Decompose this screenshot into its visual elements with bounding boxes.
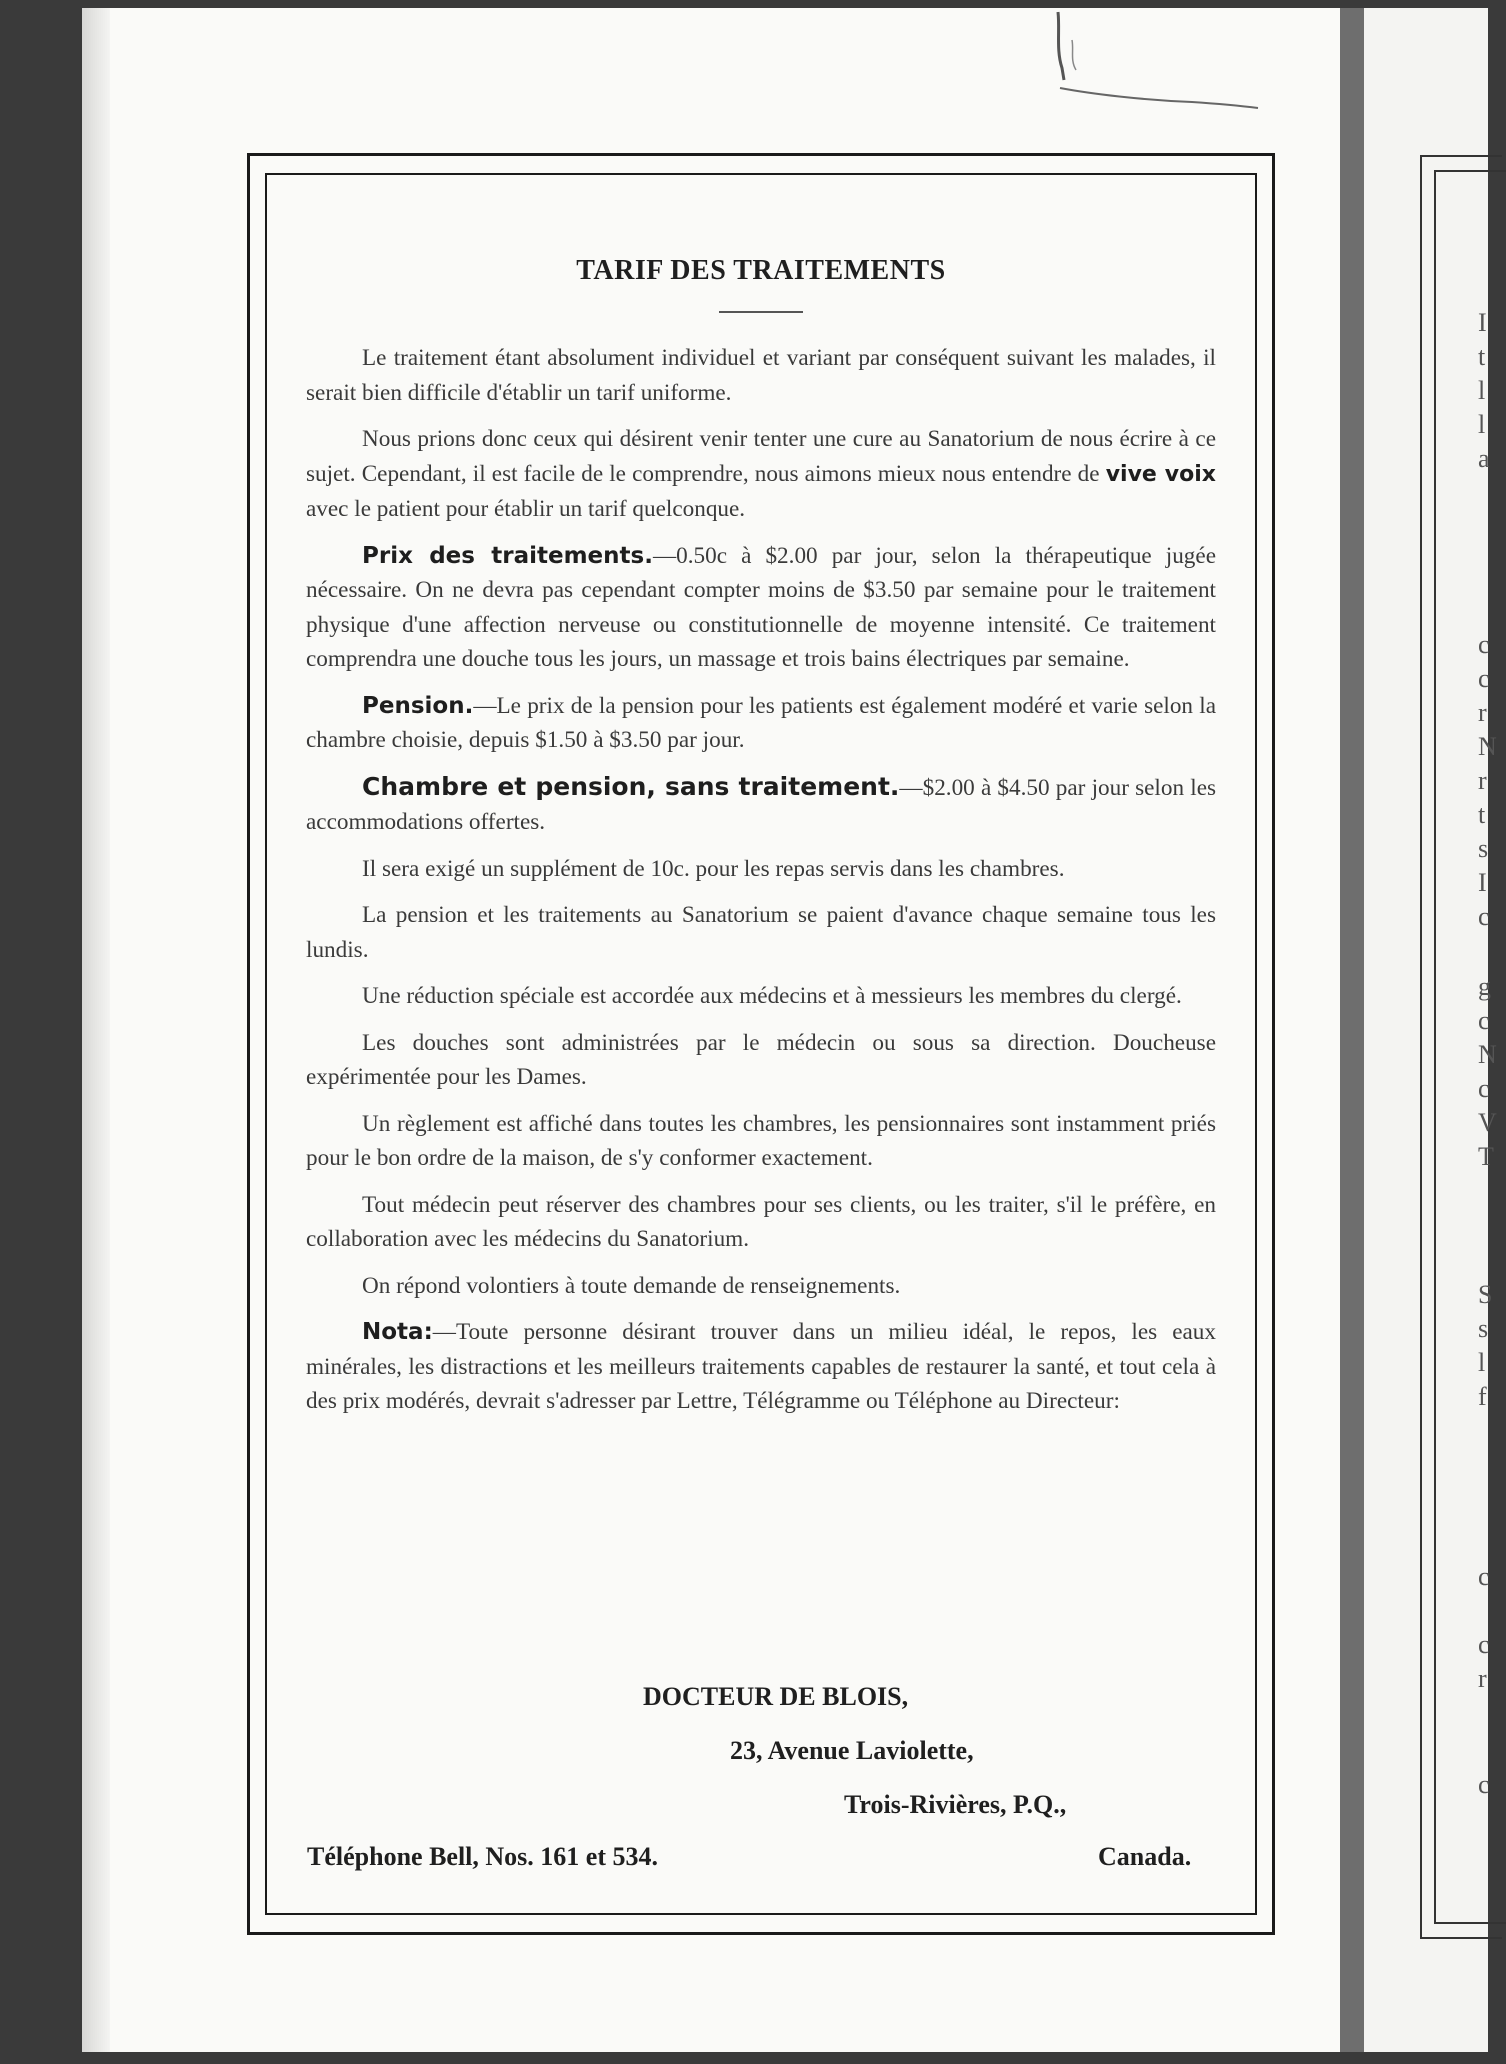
- adjacent-page-letter-17: c: [1478, 1074, 1490, 1103]
- paragraph-contact: [306, 422, 1216, 527]
- text-pension: —Le prix de la pension pour les patients est également modéré et varie selon la chambre choisie, depuis $1.50 à $3.50 par jour.: [306, 692, 1216, 753]
- adjacent-page-letter-18: V: [1478, 1108, 1497, 1137]
- paragraph-nota: [306, 1315, 1216, 1419]
- adjacent-page-letter-16: N: [1478, 1040, 1497, 1069]
- paragraph-contact-text-a: Nous prions donc ceux qui désirent venir tenter une cure au Sanatorium de nous écrire à ce sujet. Cependant, il est facile de le comprendre, nous aimons mieux nous entendre de: [306, 426, 1216, 487]
- paragraph-paiement: La pension et les traitements au Sanatorium se paient d'avance chaque semaine tous les lundis.: [306, 902, 1216, 963]
- adjacent-page-letter-1: t: [1478, 342, 1486, 371]
- adjacent-page-letter-6: c: [1478, 664, 1490, 693]
- title-rule: [719, 311, 803, 313]
- paragraph-reglement: Un règlement est affiché dans toutes les chambres, les pensionnaires sont instamment priés pour le bon ordre de la maison, de s'y conformer exactement.: [306, 1110, 1216, 1171]
- text-chambre-pension: —$2.00 à $4.50 par jour selon les accommodations offertes.: [306, 774, 1217, 835]
- text-nota: —Toute personne désirant trouver dans un milieu idéal, le repos, les eaux minérales, les distractions et les meilleurs traitements capables de restaurer la santé, et tout cela à des prix modérés, devrait s'adresser par Lettre, Télégramme ou Téléphone au Directeur:: [306, 1319, 1216, 1414]
- adjacent-page-letter-23: f: [1478, 1382, 1487, 1411]
- emphasis-vive-voix: vive voix: [1105, 461, 1216, 487]
- paragraph-pension: [306, 689, 1216, 758]
- heading-pension: Pension.: [362, 692, 474, 719]
- adjacent-page-letter-2: l: [1478, 376, 1486, 405]
- paragraph-reduction: Une réduction spéciale est accordée aux médecins et à messieurs les membres du clergé.: [362, 983, 1182, 1009]
- heading-nota: Nota:: [362, 1319, 433, 1345]
- paragraph-contact-text-b: avec le patient pour établir un tarif quelconque.: [306, 496, 746, 522]
- paragraph-prix-traitements: [306, 539, 1216, 677]
- adjacent-page-letter-25: c: [1478, 1630, 1490, 1659]
- text-prix-traitements: —0.50c à $2.00 par jour, selon la thérapeutique jugée nécessaire. On ne devra pas cependant compter moins de $3.50 par semaine pour le traitement physique d'une affection nerveuse ou constitutionnelle de moyenne intensité. Ce traitement comprendra une douche tous les jours, un massage et trois bains électriques par semaine.: [306, 542, 1216, 672]
- adjacent-page-letter-19: T: [1478, 1142, 1494, 1171]
- adjacent-page-letter-27: c: [1478, 1770, 1490, 1799]
- tariff-content: [306, 255, 1216, 1431]
- adjacent-page-letter-20: S: [1478, 1280, 1493, 1309]
- adjacent-page-letter-5: c: [1478, 630, 1490, 659]
- adjacent-page-letter-10: t: [1478, 800, 1486, 829]
- adjacent-page-letter-12: I: [1478, 868, 1487, 897]
- adjacent-page-letter-0: I: [1478, 308, 1487, 337]
- adjacent-page-letter-3: l: [1478, 410, 1486, 439]
- paragraph-supplement: Il sera exigé un supplément de 10c. pour les repas servis dans les chambres.: [362, 855, 1065, 882]
- adjacent-page-letter-21: s: [1478, 1314, 1489, 1343]
- adjacent-page-letter-11: s: [1478, 834, 1489, 863]
- adjacent-page-letter-7: r: [1478, 698, 1487, 727]
- adjacent-page-letter-15: c: [1478, 1006, 1490, 1035]
- adjacent-page-letter-24: c: [1478, 1562, 1490, 1591]
- paragraph-intro: Le traitement étant absolument individuel et variant par conséquent suivant les malades, il serait bien difficile d'établir un tarif uniforme.: [306, 345, 1216, 406]
- paragraph-chambre-pension: [306, 770, 1216, 840]
- signature-city: Trois-Rivières, P.Q.,: [844, 1790, 1067, 1819]
- paragraph-renseignements: On répond volontiers à toute demande de renseignements.: [362, 1272, 901, 1299]
- signature-country: Canada.: [1098, 1842, 1192, 1871]
- adjacent-page-letter-8: N: [1478, 732, 1497, 761]
- signature-phone: Téléphone Bell, Nos. 161 et 534.: [307, 1842, 658, 1871]
- signature-name: DOCTEUR DE BLOIS,: [643, 1682, 909, 1711]
- page-title: TARIF DES TRAITEMENTS: [576, 255, 946, 286]
- page-edge-shadow: [82, 8, 110, 2052]
- adjacent-page-letter-22: l: [1478, 1348, 1486, 1377]
- adjacent-page-letter-14: g: [1478, 972, 1491, 1001]
- paragraph-medecin: Tout médecin peut réserver des chambres pour ses clients, ou les traiter, s'il le préfère, en collaboration avec les médecins du Sanatorium.: [306, 1191, 1216, 1252]
- adjacent-page-letter-9: r: [1478, 766, 1487, 795]
- adjacent-page-letter-26: r: [1478, 1664, 1487, 1693]
- heading-chambre-pension: Chambre et pension, sans traitement.: [362, 771, 900, 801]
- heading-prix-traitements: Prix des traitements.: [362, 542, 653, 569]
- paragraph-douches: Les douches sont administrées par le médecin ou sous sa direction. Doucheuse expérimentée pour les Dames.: [306, 1029, 1216, 1090]
- adjacent-page-letter-4: a: [1478, 444, 1490, 473]
- signature-street: 23, Avenue Laviolette,: [730, 1736, 974, 1765]
- book-gutter: [1340, 8, 1364, 2052]
- pencil-mark: [1052, 10, 1262, 120]
- adjacent-page-letter-13: c: [1478, 902, 1490, 931]
